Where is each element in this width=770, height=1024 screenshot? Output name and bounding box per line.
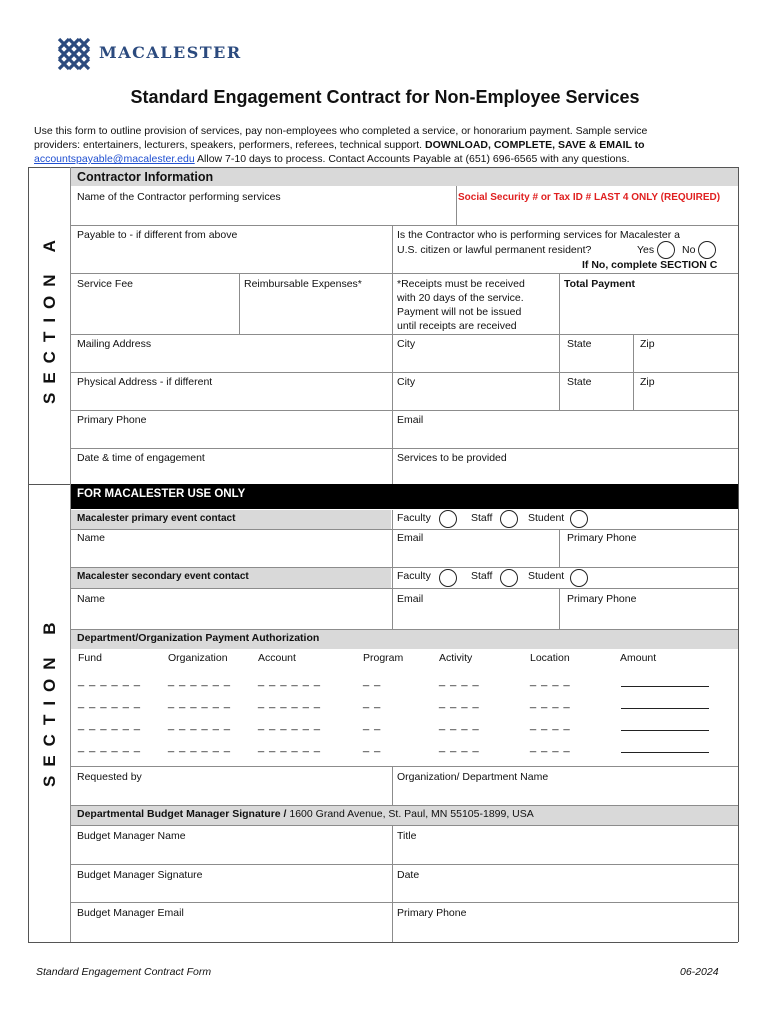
intro-line-2: providers: entertainers, lecturers, speakers, performers, referees, technical support. DOWNLOAD, COMPLETE, SAVE & EMAIL to (34, 139, 645, 151)
contractor-email-field[interactable]: Email (397, 414, 424, 426)
citizen-question-line1: Is the Contractor who is performing services for Macalester a (397, 229, 681, 241)
primary-staff-label: Staff (471, 512, 493, 524)
receipts-note-2: with 20 days of the service. (397, 292, 524, 304)
secondary-staff-radio[interactable] (500, 569, 518, 587)
primary-phone-field[interactable]: Primary Phone (567, 532, 637, 544)
org-entry[interactable]: _ _ _ _ _ _ (168, 741, 231, 753)
col-organization: Organization (168, 652, 228, 664)
total-payment-field[interactable]: Total Payment (564, 278, 635, 290)
secondary-student-radio[interactable] (570, 569, 588, 587)
org-entry[interactable]: _ _ _ _ _ _ (168, 675, 231, 687)
yes-label: Yes (637, 244, 655, 256)
col-amount: Amount (620, 652, 657, 664)
requested-by-field[interactable]: Requested by (77, 771, 142, 783)
col-fund: Fund (78, 652, 102, 664)
secondary-faculty-label: Faculty (397, 570, 431, 582)
amount-entry[interactable] (621, 752, 709, 753)
primary-faculty-radio[interactable] (439, 510, 457, 528)
mailing-zip-field[interactable]: Zip (640, 338, 655, 350)
budget-manager-name-field[interactable]: Budget Manager Name (77, 830, 186, 842)
citizen-no-radio[interactable] (698, 241, 716, 259)
location-entry[interactable]: _ _ _ _ (530, 719, 571, 731)
location-entry[interactable]: _ _ _ _ (530, 675, 571, 687)
mailing-state-field[interactable]: State (567, 338, 592, 350)
org-entry[interactable]: _ _ _ _ _ _ (168, 719, 231, 731)
page-title: Standard Engagement Contract for Non-Employee Services (130, 87, 640, 107)
intro-line-3: accountspayable@macalester.edu Allow 7-10 days to process. Contact Accounts Payable at (651) 696-6565 with any questions. (34, 153, 630, 165)
program-entry[interactable]: _ _ (363, 697, 382, 709)
physical-zip-field[interactable]: Zip (640, 376, 655, 388)
receipts-note-4: until receipts are received (397, 320, 517, 332)
budget-signature-header: Departmental Budget Manager Signature / 1600 Grand Avenue, St. Paul, MN 55105-1899, USA (77, 808, 534, 820)
primary-faculty-label: Faculty (397, 512, 431, 524)
payable-to-field[interactable]: Payable to - if different from above (77, 229, 238, 241)
brand-name: MACALESTER (99, 43, 242, 62)
services-field[interactable]: Services to be provided (397, 452, 507, 464)
activity-entry[interactable]: _ _ _ _ (439, 741, 480, 753)
if-no-note: If No, complete SECTION C (582, 259, 718, 271)
fund-entry[interactable]: _ _ _ _ _ _ (78, 675, 141, 687)
contractor-phone-field[interactable]: Primary Phone (77, 414, 147, 426)
activity-entry[interactable]: _ _ _ _ (439, 675, 480, 687)
service-fee-field[interactable]: Service Fee (77, 278, 134, 290)
account-entry[interactable]: _ _ _ _ _ _ (258, 675, 321, 687)
account-entry[interactable]: _ _ _ _ _ _ (258, 719, 321, 731)
primary-contact-label: Macalester primary event contact (77, 513, 236, 524)
macalester-use-header: FOR MACALESTER USE ONLY (77, 488, 246, 500)
date-time-field[interactable]: Date & time of engagement (77, 452, 205, 464)
secondary-email-field[interactable]: Email (397, 593, 424, 605)
receipts-note-3: Payment will not be issued (397, 306, 522, 318)
program-entry[interactable]: _ _ (363, 741, 382, 753)
receipts-note-1: *Receipts must be received (397, 278, 525, 290)
primary-email-field[interactable]: Email (397, 532, 424, 544)
col-account: Account (258, 652, 296, 664)
location-entry[interactable]: _ _ _ _ (530, 697, 571, 709)
secondary-faculty-radio[interactable] (439, 569, 457, 587)
dept-auth-header: Department/Organization Payment Authorization (77, 632, 320, 644)
citizen-question-line2: U.S. citizen or lawful permanent resident? (397, 244, 592, 256)
col-location: Location (530, 652, 570, 664)
mailing-city-field[interactable]: City (397, 338, 416, 350)
account-entry[interactable]: _ _ _ _ _ _ (258, 741, 321, 753)
budget-manager-email-field[interactable]: Budget Manager Email (77, 907, 184, 919)
fund-entry[interactable]: _ _ _ _ _ _ (78, 741, 141, 753)
mailing-address-field[interactable]: Mailing Address (77, 338, 152, 350)
macalester-logo-icon (56, 36, 92, 72)
location-entry[interactable]: _ _ _ _ (530, 741, 571, 753)
ssn-field[interactable]: Social Security # or Tax ID # LAST 4 ONLY (REQUIRED) (458, 192, 721, 203)
col-activity: Activity (439, 652, 473, 664)
col-program: Program (363, 652, 404, 664)
amount-entry[interactable] (621, 730, 709, 731)
budget-manager-signature-field[interactable]: Budget Manager Signature (77, 869, 203, 881)
secondary-phone-field[interactable]: Primary Phone (567, 593, 637, 605)
section-b-label: SECTION B (40, 613, 59, 787)
primary-student-radio[interactable] (570, 510, 588, 528)
reimbursable-expenses-field[interactable]: Reimbursable Expenses* (244, 278, 362, 290)
accounts-payable-email-link[interactable]: accountspayable@macalester.edu (34, 153, 195, 165)
activity-entry[interactable]: _ _ _ _ (439, 719, 480, 731)
citizen-yes-radio[interactable] (657, 241, 675, 259)
activity-entry[interactable]: _ _ _ _ (439, 697, 480, 709)
contractor-info-header: Contractor Information (77, 170, 214, 184)
primary-staff-radio[interactable] (500, 510, 518, 528)
budget-manager-phone-field[interactable]: Primary Phone (397, 907, 467, 919)
secondary-contact-label: Macalester secondary event contact (77, 571, 249, 582)
primary-name-field[interactable]: Name (77, 532, 106, 544)
program-entry[interactable]: _ _ (363, 675, 382, 687)
secondary-staff-label: Staff (471, 570, 493, 582)
amount-entry[interactable] (621, 686, 709, 687)
footer-form-name: Standard Engagement Contract Form (36, 966, 212, 978)
physical-state-field[interactable]: State (567, 376, 592, 388)
amount-entry[interactable] (621, 708, 709, 709)
primary-student-label: Student (528, 512, 565, 524)
intro-line-1: Use this form to outline provision of services, pay non-employees who completed a service, or honorarium payment. Sample service (34, 125, 648, 137)
secondary-student-label: Student (528, 570, 565, 582)
org-dept-name-field[interactable]: Organization/ Department Name (397, 771, 549, 783)
secondary-name-field[interactable]: Name (77, 593, 106, 605)
fund-entry[interactable]: _ _ _ _ _ _ (78, 697, 141, 709)
program-entry[interactable]: _ _ (363, 719, 382, 731)
fund-entry[interactable]: _ _ _ _ _ _ (78, 719, 141, 731)
account-entry[interactable]: _ _ _ _ _ _ (258, 697, 321, 709)
contractor-name-field[interactable]: Name of the Contractor performing services (77, 191, 281, 203)
section-a-label: SECTION A (40, 231, 59, 404)
no-label: No (682, 244, 696, 256)
physical-address-field[interactable]: Physical Address - if different (77, 376, 213, 388)
physical-city-field[interactable]: City (397, 376, 416, 388)
org-entry[interactable]: _ _ _ _ _ _ (168, 697, 231, 709)
budget-manager-date-field[interactable]: Date (397, 869, 420, 881)
footer-version: 06-2024 (680, 966, 719, 978)
budget-manager-title-field[interactable]: Title (397, 830, 417, 842)
